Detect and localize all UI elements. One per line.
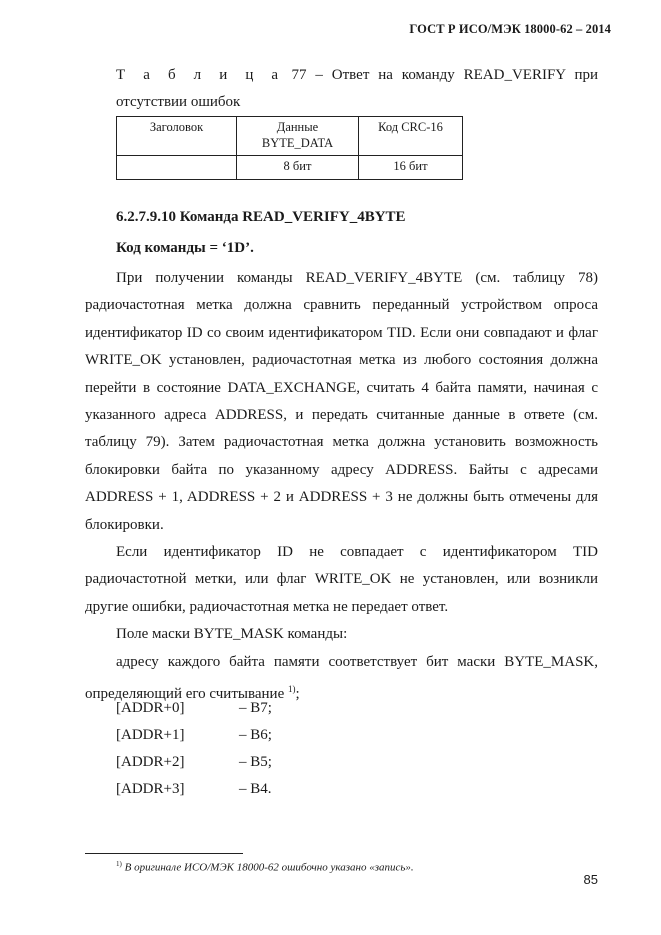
addr-bit: – B5; — [239, 754, 272, 770]
footnote-text: В оригинале ИСО/МЭК 18000-62 ошибочно указано «запись». — [124, 861, 414, 874]
table-caption-text: 77 – Ответ на команду READ_VERIFY при отсутствии ошибок — [116, 67, 598, 110]
paragraph: Если идентификатор ID не совпадает с идентификатором TID радиочастотной метки, или флаг WRITE_OK не установлен, или возникли другие ошибки, радиочастотная метка не передает ответ. — [85, 544, 598, 615]
addr-label: [ADDR+3] — [116, 781, 185, 797]
addr-bit: – B6; — [239, 727, 272, 743]
table-header-cell: Заголовок — [117, 117, 237, 156]
page-header: ГОСТ Р ИСО/МЭК 18000-62 – 2014 — [409, 22, 611, 36]
paragraph: При получении команды READ_VERIFY_4BYTE (см. таблицу 78) радиочастотная метка должна сравнить переданный устройством опроса идентификатор ID со своим идентификатором TID. Если они совпадают и флаг WRITE_OK установлен, радиочастотная метка из любого состояния должна перейти в состояние DATA_EXCHANGE, считать 4 байта памяти, начиная с указанного адреса ADDRESS, и передать считанные данные в ответе (см. таблицу 79). Затем радиочастотная метка должна установить возможность блокировки байта по указанному адресу ADDRESS. Байты с адресами ADDRESS + 1, ADDRESS + 2 и ADDRESS + 3 не должны быть отмечены для блокировки. — [85, 270, 598, 533]
table-caption — [116, 62, 598, 116]
footnote-ref: 1) — [287, 684, 296, 695]
page-number: 85 — [583, 872, 598, 887]
table-cell: 8 бит — [237, 156, 359, 180]
table-cell: 16 бит — [359, 156, 463, 180]
mask-text: адресу каждого байта памяти соответствует бит маски BYTE_MASK, определяющий его считывание — [85, 653, 598, 703]
addr-label: [ADDR+0] — [116, 700, 185, 716]
addr-label: [ADDR+1] — [116, 727, 185, 743]
addr-item — [116, 781, 272, 798]
addr-item — [116, 754, 272, 771]
footnote — [116, 860, 414, 874]
mask-end: ; — [295, 686, 300, 703]
table-cell — [117, 156, 237, 180]
addr-item — [116, 700, 272, 717]
addr-item — [116, 727, 272, 744]
paragraph: Поле маски BYTE_MASK команды: — [116, 626, 348, 643]
command-code: Код команды = ‘1D’. — [116, 240, 254, 256]
addr-label: [ADDR+2] — [116, 754, 185, 770]
section-title: 6.2.7.9.10 Команда READ_VERIFY_4BYTE — [116, 209, 406, 225]
table-header-cell: Код CRC-16 — [359, 117, 463, 156]
body-text — [85, 265, 598, 709]
table-header-row — [117, 117, 463, 156]
addr-bit: – B4. — [239, 781, 272, 797]
footnote-mark: 1) — [116, 860, 122, 868]
footnote-divider — [85, 853, 243, 854]
table-caption-label: Т а б л и ц а — [116, 67, 283, 83]
addr-bit: – B7; — [239, 700, 272, 716]
table-row — [117, 156, 463, 180]
table-header-cell: Данные BYTE_DATA — [237, 117, 359, 156]
table-77 — [116, 116, 463, 180]
